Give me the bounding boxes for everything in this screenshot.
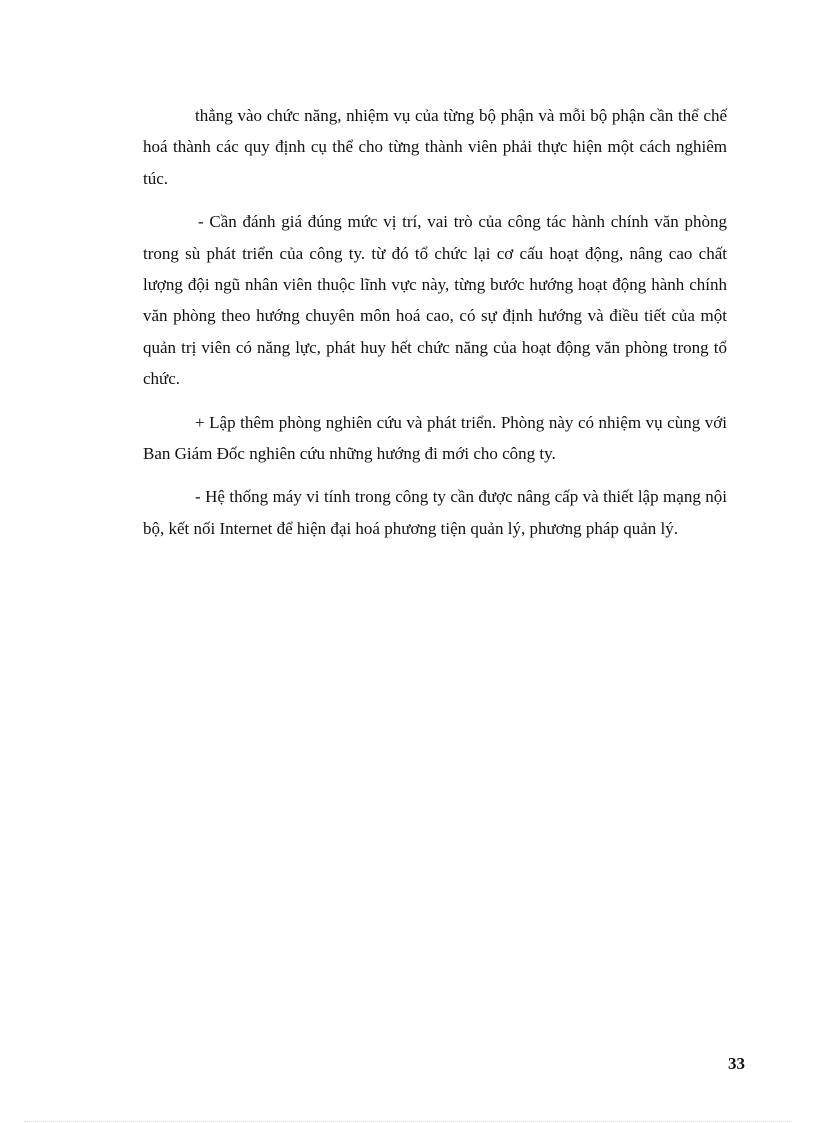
paragraph-computer-system: - Hệ thống máy vi tính trong công ty cần được nâng cấp và thiết lập mạng nội bộ, kết nối Internet để hiện đại hoá phương tiện quản lý, phương pháp quản lý. bbox=[143, 487, 727, 538]
paragraph-continuation: thẳng vào chức năng, nhiệm vụ của từng bộ phận và mỗi bộ phận cần thể chế hoá thành các quy định cụ thể cho từng thành viên phải thực hiện một cách nghiêm túc. bbox=[143, 106, 727, 188]
paragraph-office-role: - Cần đánh giá đúng mức vị trí, vai trò của công tác hành chính văn phòng trong sù phát triển của công ty. từ đó tổ chức lại cơ cấu hoạt động, nâng cao chất lượng đội ngũ nhân viên thuộc lĩnh vực này, từng bước hướng hoạt động hành chính văn phòng theo hướng chuyên môn hoá cao, có sự định hướng và điều tiết của một quản trị viên có năng lực, phát huy hết chức năng của hoạt động văn phòng trong tổ chức. bbox=[143, 212, 727, 389]
paragraph-research-department: + Lập thêm phòng nghiên cứu và phát triển. Phòng này có nhiệm vụ cùng với Ban Giám Đốc nghiên cứu những hướng đi mới cho công ty. bbox=[143, 412, 727, 464]
page-number: 33 bbox=[728, 1054, 745, 1073]
page-body bbox=[143, 100, 727, 556]
page-bottom-divider bbox=[24, 1121, 792, 1122]
